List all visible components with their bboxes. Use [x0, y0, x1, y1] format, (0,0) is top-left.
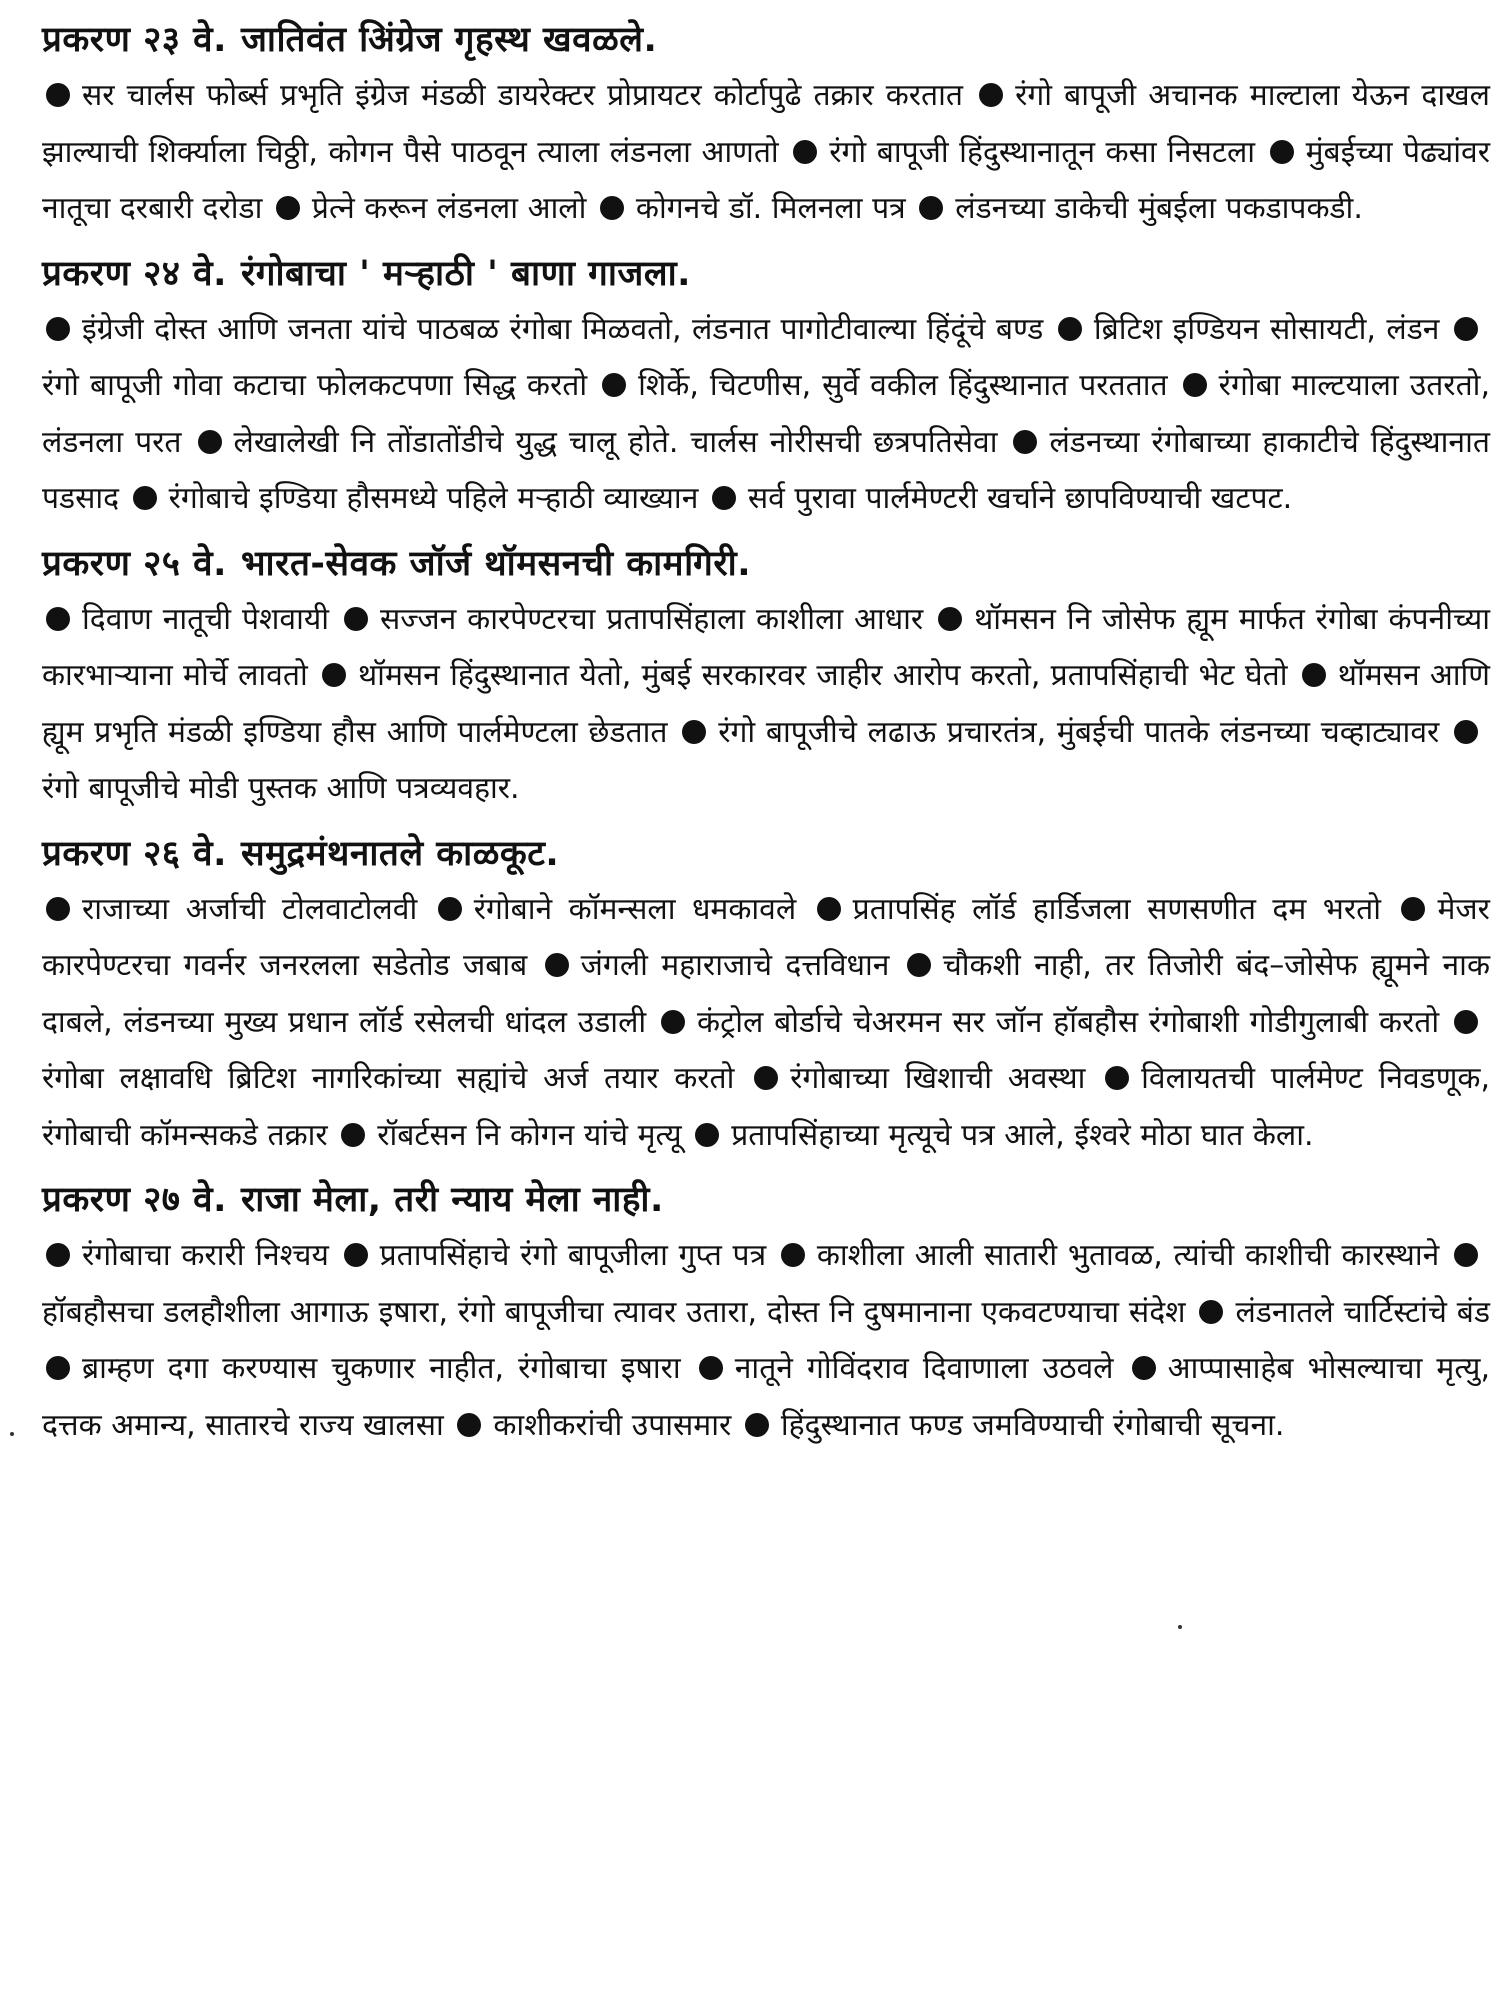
summary-item: रंगोबा माल्टयाला उतरतो, लंडनला परत [42, 368, 1490, 460]
summary-item: सर्व पुरावा पार्लमेण्टरी खर्चाने छापविण्याची खटपट. [708, 481, 1292, 516]
bullet-icon [438, 897, 462, 921]
summary-item: काशीला आली सातारी भुतावळ, त्यांची काशीची कारस्थाने [777, 1238, 1439, 1273]
bullet-icon [198, 430, 222, 454]
summary-item: लेखालेखी नि तोंडातोंडीचे युद्ध चालू होते. चार्लस नोरीसची छत्रपतिसेवा [194, 425, 998, 460]
summary-item: हॉबहौसचा डलहौशीला आगाऊ इषारा, रंगो बापूजीचा त्यावर उतारा, दोस्त नि दुषमानाना एकवटण्याचा संदेश [42, 1238, 1490, 1330]
chapter-heading [42, 1174, 1490, 1226]
bullet-icon [907, 953, 931, 977]
summary-item: रॉबर्टसन नि कोगन यांचे मृत्यू [337, 1118, 681, 1153]
summary-item: रंगोबाचे इण्डिया हौसमध्ये पहिले मऱ्हाठी व्याख्यान [129, 481, 699, 516]
bullet-icon [46, 1243, 70, 1267]
chapter-summary [42, 882, 1490, 1165]
summary-item: जंगली महाराजाचे दत्तविधान [541, 948, 890, 983]
summary-item: चौकशी नाही, तर तिजोरी बंद–जोसेफ ह्यूमने नाक दाबले, लंडनच्या मुख्य प्रधान लॉर्ड रसेलची धांदल उडाली [42, 948, 1490, 1040]
summary-item: रंगो बापूजी गोवा कटाचा फोलकटपणा सिद्ध करतो [42, 312, 1490, 404]
bullet-icon [1183, 373, 1207, 397]
bullet-icon [133, 486, 157, 510]
bullet-icon [661, 1010, 685, 1034]
bullet-icon [695, 1123, 719, 1147]
chapter-title: राजा मेला, तरी न्याय मेला नाही. [240, 1180, 664, 1220]
bullet-icon [745, 1413, 769, 1437]
summary-item: रंगोबाने कॉमन्सला धमकावले [434, 892, 796, 927]
bullet-icon [602, 373, 626, 397]
summary-item: थॉमसन नि जोसेफ ह्यूम मार्फत रंगोबा कंपनीच्या कारभाऱ्याना मोर्चे लावतो [42, 601, 1491, 693]
bullet-icon [344, 607, 368, 631]
bullet-icon [1454, 720, 1478, 744]
bullet-icon [322, 663, 346, 687]
chapter-25 [42, 538, 1490, 818]
chapter-summary [42, 302, 1490, 528]
chapter-number: प्रकरण २६ वे. [42, 833, 227, 874]
bullet-icon [754, 1066, 778, 1090]
chapter-title: भारत-सेवक जॉर्ज थॉमसनची कामगिरी. [240, 543, 752, 584]
summary-item: हिंदुस्थानात फण्ड जमविण्याची रंगोबाची सूचना. [741, 1408, 1285, 1443]
bullet-icon [781, 1243, 805, 1267]
bullet-icon [712, 486, 736, 510]
chapter-heading [42, 828, 1490, 880]
summary-item: राजाच्या अर्जाची टोलवाटोलवी [42, 892, 417, 927]
print-speck [10, 1432, 14, 1436]
summary-item: रंगोबाचा करारी निश्चय [42, 1238, 329, 1273]
summary-item: थॉमसन हिंदुस्थानात येतो, मुंबई सरकारवर जाहीर आरोप करतो, प्रतापसिंहाची भेट घेतो [318, 658, 1288, 693]
chapter-heading [42, 14, 1490, 66]
summary-item: रंगो बापूजी हिंदुस्थानातून कसा निसटला [789, 135, 1255, 170]
bullet-icon [919, 196, 943, 220]
bullet-icon [979, 83, 1003, 107]
bullet-icon [1454, 1243, 1478, 1267]
chapter-number: प्रकरण २७ वे. [42, 1180, 227, 1220]
summary-item: आप्पासाहेब भोसल्याचा मृत्यु, दत्तक अमान्य, सातारचे राज्य खालसा [42, 1351, 1490, 1443]
bullet-icon [1105, 1066, 1129, 1090]
summary-item: प्रतापसिंह लॉर्ड हार्डिजला सणसणीत दम भरतो [813, 892, 1381, 927]
chapter-summary [42, 592, 1490, 818]
summary-item: कंट्रोल बोर्डाचे चेअरमन सर जॉन हॉबहौस रंगोबाशी गोडीगुलाबी करतो [657, 1005, 1439, 1040]
chapter-23 [42, 14, 1490, 238]
summary-item: लंडनच्या डाकेची मुंबईला पकडापकडी. [915, 191, 1363, 226]
summary-item: नातूने गोविंदराव दिवाणाला उठवले [695, 1351, 1114, 1386]
bullet-icon [46, 607, 70, 631]
chapter-27 [42, 1174, 1490, 1454]
bullet-icon [46, 83, 70, 107]
summary-item: सर चार्लस फोर्ब्स प्रभृति इंग्रेज मंडळी डायरेक्टर प्रोप्रायटर कोर्टापुढे तक्रार करतात [42, 78, 963, 113]
chapter-heading [42, 248, 1490, 300]
chapter-number: प्रकरण २५ वे. [42, 543, 227, 584]
summary-item: थॉमसन आणि ह्यूम प्रभृति मंडळी इण्डिया हौस आणि पार्लमेण्टला छेडतात [42, 658, 1490, 750]
summary-item: विलायतची पार्लमेण्ट निवडणूक, रंगोबाची कॉमन्सकडे तक्रार [42, 1061, 1490, 1153]
bullet-icon [1132, 1356, 1156, 1380]
summary-item: शिर्के, चिटणीस, सुर्वे वकील हिंदुस्थानात परततात [598, 368, 1167, 403]
bullet-icon [1270, 140, 1294, 164]
chapter-title: समुद्रमंथनातले काळकूट. [240, 833, 560, 874]
bullet-icon [1401, 897, 1425, 921]
bullet-icon [600, 196, 624, 220]
bullet-icon [1302, 663, 1326, 687]
bullet-icon [276, 196, 300, 220]
summary-item: ब्रिटिश इण्डियन सोसायटी, लंडन [1054, 312, 1440, 347]
summary-item: प्रतापसिंहाच्या मृत्यूचे पत्र आले, ईश्वरे मोठा घात केला. [691, 1118, 1313, 1153]
summary-item: रंगोबा लक्षावधि ब्रिटिश नागरिकांच्या सह्यांचे अर्ज तयार करतो [42, 1005, 1490, 1097]
chapter-24 [42, 248, 1490, 528]
bullet-icon [817, 897, 841, 921]
chapter-summary [42, 68, 1490, 238]
bullet-icon [699, 1356, 723, 1380]
bullet-icon [1454, 1010, 1478, 1034]
chapter-26 [42, 828, 1490, 1165]
chapter-title: जातिवंत अिंग्रेज गृहस्थ खवळले. [240, 20, 658, 60]
bullet-icon [938, 607, 962, 631]
summary-item: इंग्रेजी दोस्त आणि जनता यांचे पाठबळ रंगोबा मिळवतो, लंडनात पागोटीवाल्या हिंदूंचे बण्ड [42, 312, 1043, 347]
bullet-icon [1199, 1300, 1223, 1324]
summary-item: रंगो बापूजीचे मोडी पुस्तक आणि पत्रव्यवहार. [42, 715, 1490, 807]
print-speck [1178, 1625, 1182, 1629]
summary-item: लंडनच्या रंगोबाच्या हाकाटीचे हिंदुस्थानात पडसाद [42, 424, 1490, 516]
summary-item: लंडनातले चार्टिस्टांचे बंड [1195, 1295, 1490, 1330]
chapter-summary [42, 1228, 1490, 1454]
bullet-icon [1058, 317, 1082, 341]
bullet-icon [1013, 430, 1037, 454]
bullet-icon [341, 1123, 365, 1147]
book-contents-page [42, 14, 1490, 1464]
bullet-icon [682, 720, 706, 744]
summary-item: प्रतापसिंहाचे रंगो बापूजीला गुप्त पत्र [340, 1238, 767, 1273]
bullet-icon [545, 953, 569, 977]
summary-item: ब्राम्हण दगा करण्यास चुकणार नाहीत, रंगोबाचा इषारा [42, 1351, 681, 1386]
bullet-icon [46, 317, 70, 341]
summary-item: मेजर कारपेण्टरचा गवर्नर जनरलला सडेतोड जबाब [42, 891, 1490, 983]
summary-item: मुंबईच्या पेढ्यांवर नातूचा दरबारी दरोडा [42, 134, 1490, 226]
bullet-icon [46, 897, 70, 921]
bullet-icon [793, 140, 817, 164]
chapter-number: प्रकरण २४ वे. [42, 253, 227, 294]
bullet-icon [457, 1413, 481, 1437]
chapter-number: प्रकरण २३ वे. [42, 20, 227, 60]
summary-item: रंगो बापूजी अचानक माल्टाला येऊन दाखल झाल्याची शिर्क्याला चिठ्ठी, कोगन पैसे पाठवून त्याला लंडनला आणतो [42, 78, 1490, 170]
summary-item: रंगोबाच्या खिशाची अवस्था [750, 1061, 1085, 1096]
summary-item: दिवाण नातूची पेशवायी [42, 602, 329, 637]
chapter-heading [42, 538, 1490, 590]
bullet-icon [1454, 317, 1478, 341]
chapter-title: रंगोबाचा ' मऱ्हाठी ' बाणा गाजला. [240, 253, 691, 294]
bullet-icon [344, 1243, 368, 1267]
summary-item: प्रेत्ने करून लंडनला आलो [272, 191, 586, 226]
summary-item: रंगो बापूजीचे लढाऊ प्रचारतंत्र, मुंबईची पातके लंडनच्या चव्हाट्यावर [678, 715, 1439, 750]
bullet-icon [46, 1356, 70, 1380]
summary-item: काशीकरांची उपासमार [453, 1408, 731, 1443]
summary-item: सज्जन कारपेण्टरचा प्रतापसिंहाला काशीला आधार [340, 602, 923, 637]
summary-item: कोगनचे डॉ. मिलनला पत्र [596, 191, 906, 226]
